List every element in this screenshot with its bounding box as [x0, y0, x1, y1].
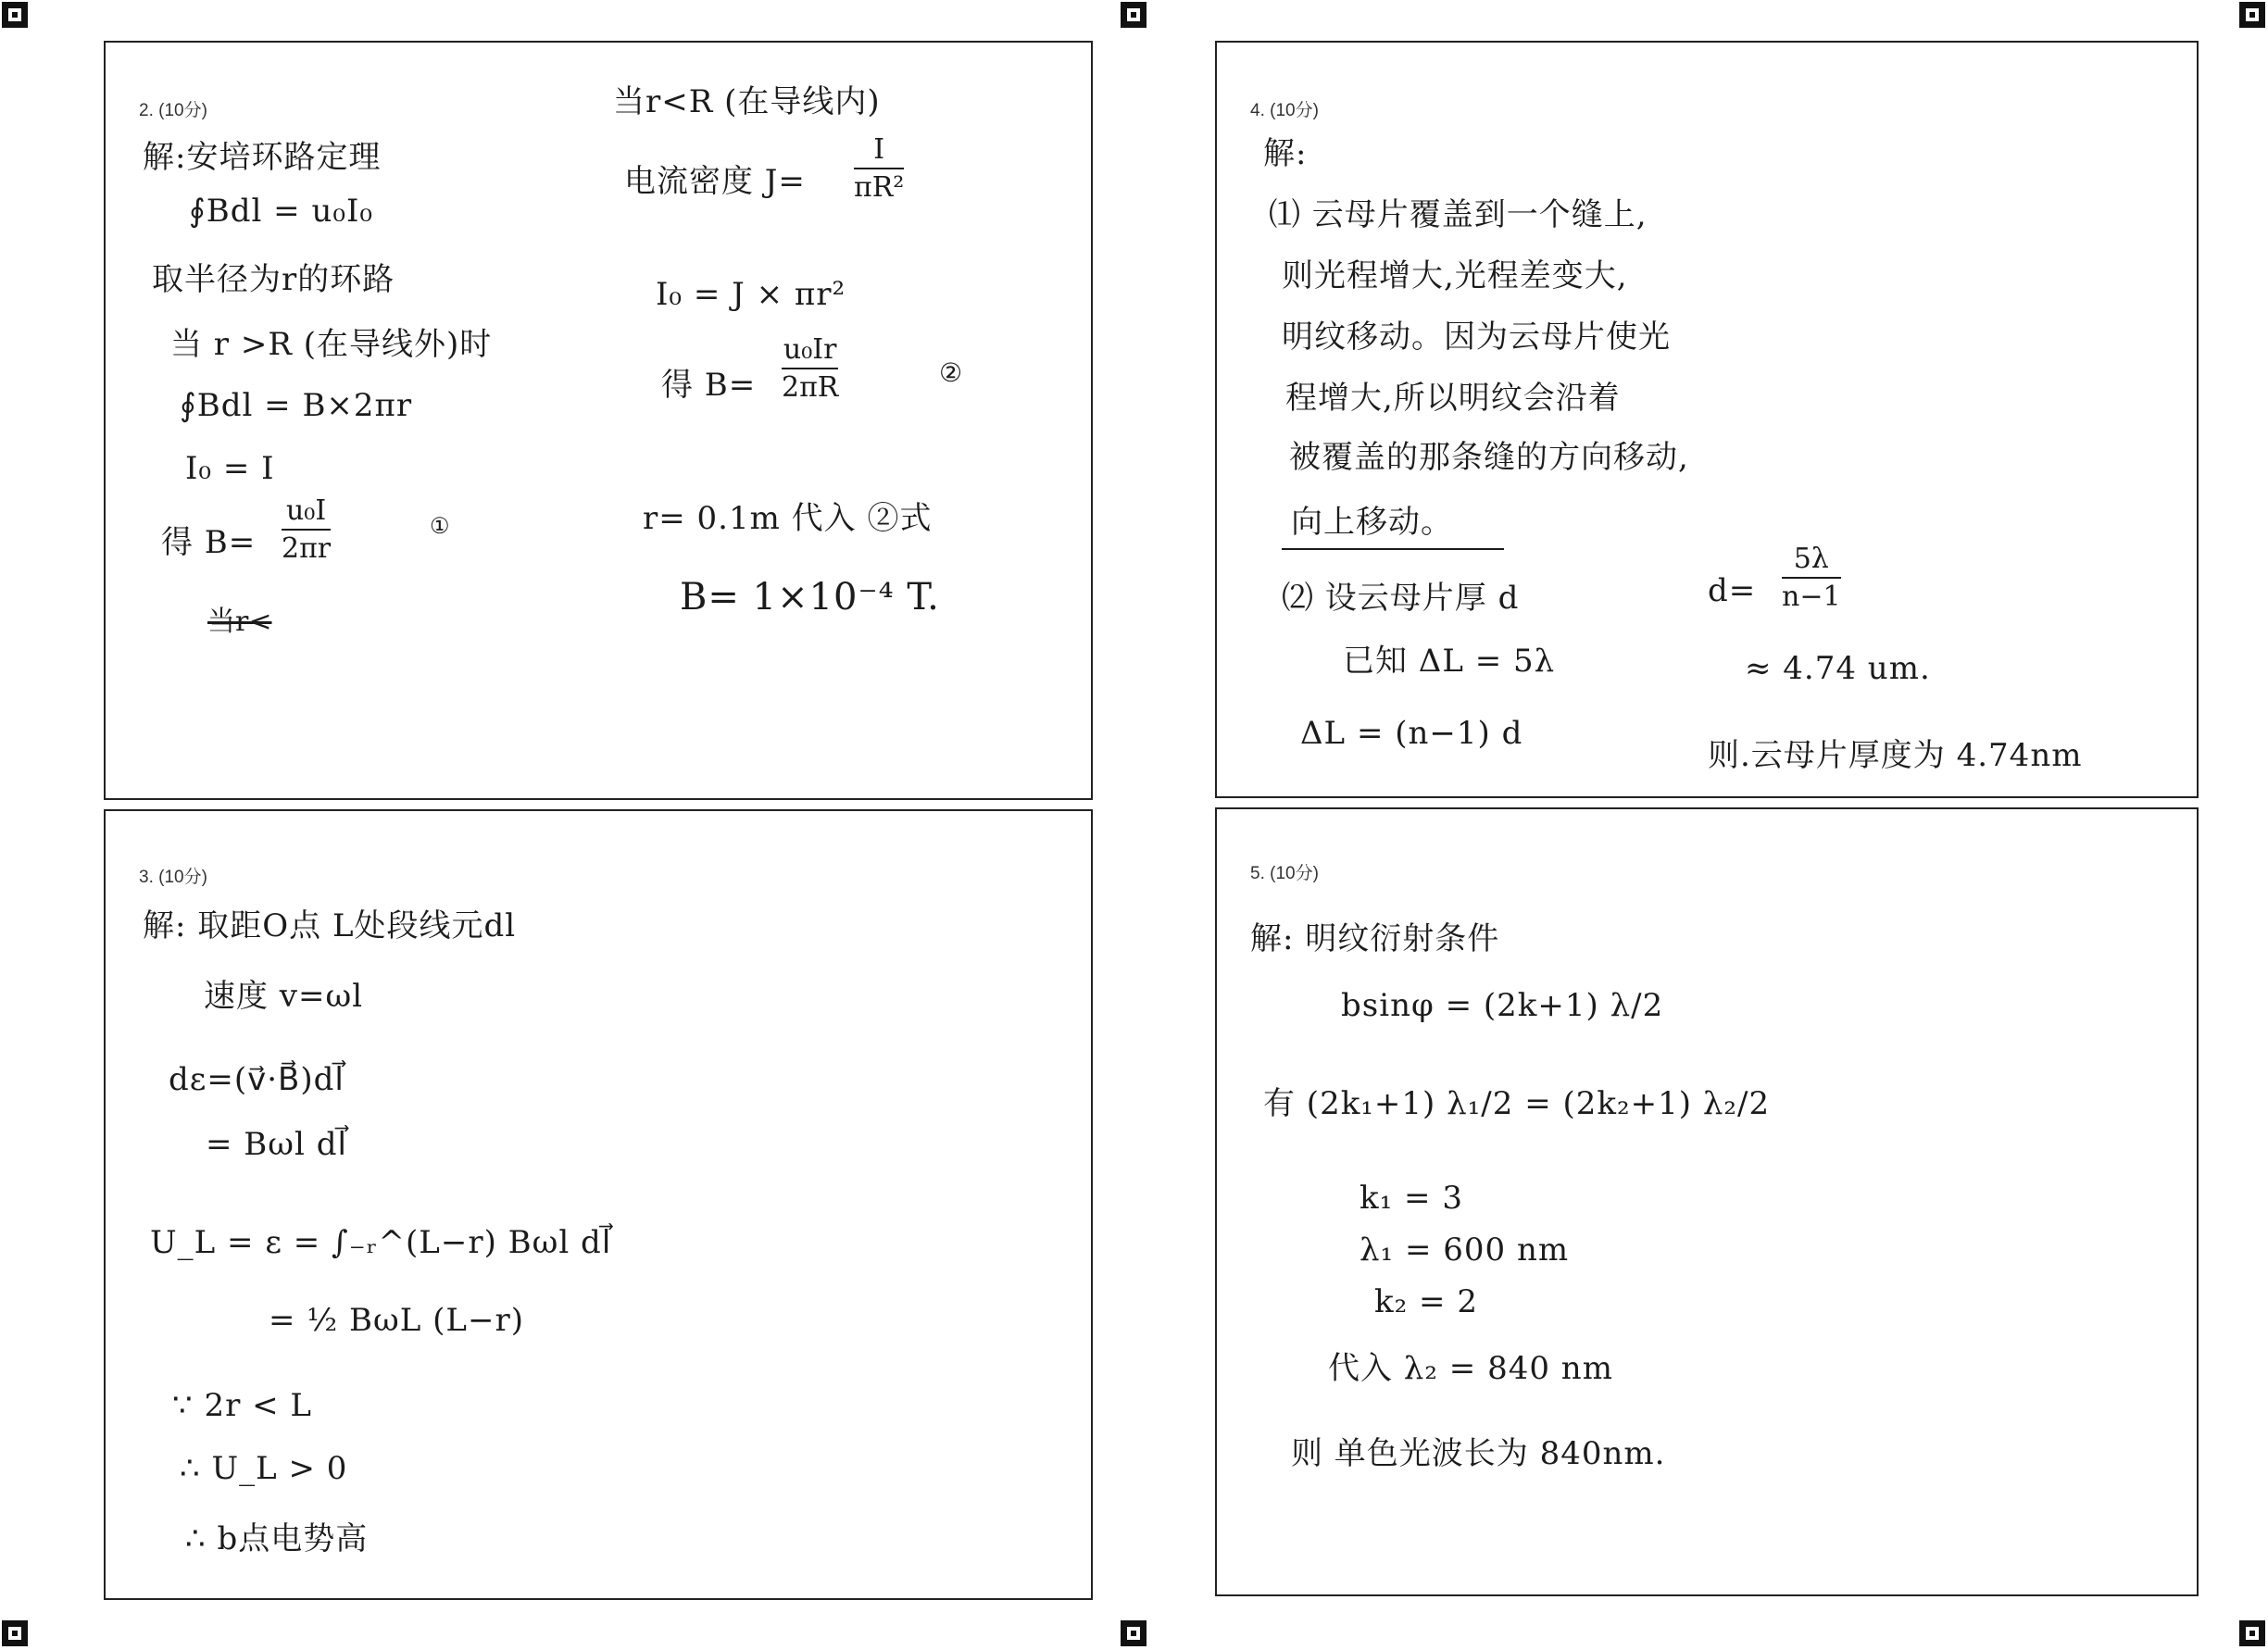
- handwritten-line: 程增大,所以明纹会沿着: [1285, 380, 1621, 417]
- handwritten-line: U_L = ε = ∫₋ᵣ^(L−r) Bωl dl⃗: [150, 1224, 612, 1261]
- handwritten-line: 代入 λ₂ = 840 nm: [1328, 1350, 1613, 1387]
- crossed-out-text: 当r<: [207, 606, 272, 638]
- fraction-current-density: [854, 133, 904, 204]
- fraction-b-outside: [282, 494, 331, 565]
- handwritten-line: ∴ b点电势高: [185, 1520, 369, 1557]
- handwritten-line: 向上移动。: [1291, 504, 1453, 541]
- handwritten-line: = Bωl dl⃗: [206, 1126, 347, 1163]
- question-label: 5. (10分): [1250, 864, 1319, 883]
- handwritten-line: ∵ 2r < L: [172, 1387, 313, 1424]
- handwritten-line: 当r<R (在导线内): [613, 83, 881, 120]
- handwritten-line: 解: 取距O点 L处段线元dl: [143, 907, 517, 944]
- handwritten-line: k₁ = 3: [1360, 1180, 1463, 1217]
- registration-marker-top-center: [1121, 2, 1147, 28]
- handwritten-line: 解:安培环路定理: [143, 139, 382, 176]
- answer-box-q3: [104, 809, 1093, 1600]
- registration-marker-top-right: [2239, 2, 2265, 28]
- handwritten-line: 解:: [1263, 135, 1308, 172]
- handwritten-line: B= 1×10⁻⁴ T.: [680, 576, 940, 619]
- handwritten-line: ⑵ 设云母片厚 d: [1282, 580, 1520, 617]
- fraction-bar: [1782, 577, 1841, 579]
- handwritten-line: ⑴ 云母片覆盖到一个缝上,: [1269, 196, 1648, 233]
- handwritten-line: ΔL = (n−1) d: [1300, 715, 1523, 752]
- fraction-denominator: πR²: [854, 171, 905, 204]
- fraction-numerator: 5λ: [1793, 543, 1829, 575]
- handwritten-line: k₂ = 2: [1374, 1283, 1478, 1320]
- handwritten-line: 则 单色光波长为 840nm.: [1291, 1435, 1666, 1472]
- answer-box-q5: [1215, 807, 2199, 1596]
- answer-box-q2: [104, 41, 1093, 800]
- handwritten-line: 则光程增大,光程差变大,: [1282, 257, 1628, 294]
- fraction-numerator: I: [873, 133, 885, 166]
- handwritten-line: 明纹移动。因为云母片使光: [1282, 319, 1671, 356]
- handwritten-line: 速度 v=ωl: [204, 978, 364, 1015]
- question-label: 4. (10分): [1250, 101, 1319, 120]
- handwritten-line: dε=(v⃗·B⃗)dl⃗: [169, 1061, 345, 1098]
- fraction-denominator: n−1: [1782, 581, 1841, 613]
- fraction-denominator: 2πr: [282, 532, 332, 565]
- fraction-b-inside: [782, 333, 838, 404]
- handwritten-line: 取半径为r的环路: [152, 261, 395, 298]
- handwritten-line: λ₁ = 600 nm: [1360, 1231, 1570, 1269]
- question-label: 2. (10分): [139, 101, 207, 120]
- handwritten-line: I₀ = I: [185, 450, 275, 487]
- handwritten-line: r= 0.1m 代入 ②式: [643, 500, 933, 537]
- fraction-bar: [782, 368, 838, 369]
- answer-box-q4: [1215, 41, 2199, 798]
- fraction-bar: [282, 529, 331, 531]
- handwritten-line: I₀ = J × πr²: [656, 276, 846, 313]
- handwritten-line: ∴ U_L > 0: [180, 1450, 348, 1487]
- question-label: 3. (10分): [139, 868, 207, 887]
- handwritten-line: 当 r >R (在导线外)时: [170, 326, 493, 363]
- handwritten-line: = ½ BωL (L−r): [269, 1302, 525, 1339]
- handwritten-line: 有 (2k₁+1) λ₁/2 = (2k₂+1) λ₂/2: [1263, 1085, 1771, 1122]
- handwritten-line: d=: [1708, 572, 1757, 609]
- handwritten-line: ∮Bdl = B×2πr: [180, 387, 413, 424]
- fraction-numerator: u₀I: [285, 494, 327, 527]
- fraction-bar: [854, 168, 904, 169]
- handwritten-line: 得 B=: [661, 367, 757, 404]
- underline: [1282, 548, 1504, 550]
- handwritten-line: ≈ 4.74 um.: [1745, 650, 1931, 687]
- handwritten-line: 电流密度 J=: [624, 163, 806, 200]
- handwritten-line: 被覆盖的那条缝的方向移动,: [1289, 439, 1689, 476]
- equation-tag: ②: [939, 357, 964, 388]
- registration-marker-bottom-left: [2, 1620, 28, 1646]
- handwritten-line: bsinφ = (2k+1) λ/2: [1341, 987, 1664, 1024]
- fraction-denominator: 2πR: [782, 371, 839, 404]
- registration-marker-top-left: [2, 2, 28, 28]
- handwritten-line: 已知 ΔL = 5λ: [1343, 643, 1556, 680]
- registration-marker-bottom-center: [1121, 1620, 1147, 1646]
- fraction-thickness: [1782, 543, 1841, 613]
- equation-tag: ①: [430, 513, 451, 539]
- handwritten-line: 则.云母片厚度为 4.74nm: [1708, 737, 2083, 774]
- handwritten-line: 得 B=: [161, 524, 257, 561]
- registration-marker-bottom-right: [2239, 1620, 2265, 1646]
- handwritten-line: ∮Bdl = u₀I₀: [189, 193, 374, 230]
- handwritten-line: 解: 明纹衍射条件: [1250, 920, 1500, 957]
- fraction-numerator: u₀Ir: [783, 333, 837, 366]
